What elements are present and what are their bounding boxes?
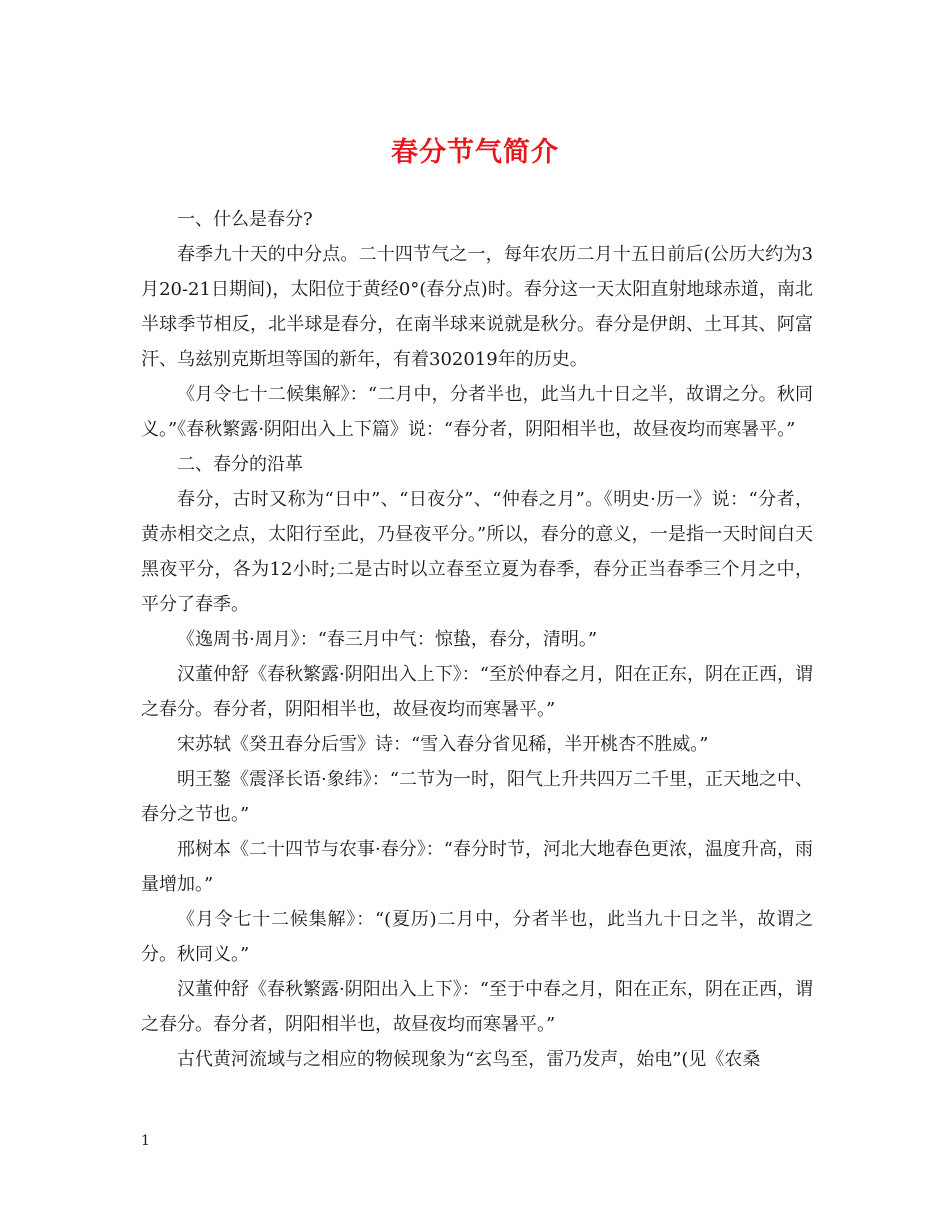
- paragraph-quote-dong-zhongshu-2: 汉董仲舒《春秋繁露·阴阳出入上下》：“至于中春之月，阳在正东，阴在正西，谓之春分。春分者，阴阳相半也，故昼夜均而寒暑平。”: [141, 979, 813, 1035]
- section-heading-what-is-chunfen: 一、什么是春分?: [177, 209, 313, 230]
- paragraph-definition: 春季九十天的中分点。二十四节气之一，每年农历二月十五日前后(公历大约为3月20-21日期间)，太阳位于黄经0°(春分点)时。春分这一天太阳直射地球赤道，南北半球季节相反，北半球是春分，在南半球来说就是秋分。春分是伊朗、土耳其、阿富汗、乌兹别克斯坦等国的新年，有着302019年的历史。: [141, 244, 813, 370]
- document-body: [141, 202, 813, 1077]
- paragraph-quote-yueling-2: 《月令七十二候集解》：“(夏历)二月中，分者半也，此当九十日之半，故谓之分。秋同义。”: [141, 909, 813, 965]
- paragraph-quote-xing-shuben: 邢树本《二十四节与农事·春分》：“春分时节，河北大地春色更浓，温度升高，雨量增加。”: [141, 839, 813, 895]
- document-title: 春分节气简介: [391, 137, 559, 168]
- paragraph-quote-dong-zhongshu: 汉董仲舒《春秋繁露·阴阳出入上下》：“至於仲春之月，阳在正东，阴在正西，谓之春分。春分者，阴阳相半也，故昼夜均而寒暑平。”: [141, 664, 813, 720]
- paragraph-quote-yizhoushu: 《逸周书·周月》：“春三月中气：惊蛰，春分，清明。”: [177, 629, 598, 650]
- paragraph-quote-wang-ao: 明王鏊《震泽长语·象纬》：“二节为一时，阳气上升共四万二千里，正天地之中、春分之节也。”: [141, 769, 813, 825]
- section-heading-history: 二、春分的沿革: [177, 454, 303, 475]
- paragraph-ancient-names: 春分，古时又称为“日中”、“日夜分”、“仲春之月”。《明史·历一》说：“分者，黄赤相交之点，太阳行至此，乃昼夜平分。”所以，春分的意义，一是指一天时间白天黑夜平分，各为12小时;二是古时以立春至立夏为春季，春分正当春季三个月之中，平分了春季。: [141, 489, 813, 615]
- page-number: 1: [141, 1133, 150, 1149]
- paragraph-quote-su-shi: 宋苏轼《癸丑春分后雪》诗：“雪入春分省见稀，半开桃杏不胜威。”: [177, 734, 709, 755]
- paragraph-quote-yueling: 《月令七十二候集解》：“二月中，分者半也，此当九十日之半，故谓之分。秋同义。”《春秋繁露·阴阳出入上下篇》说：“春分者，阴阳相半也，故昼夜均而寒暑平。”: [141, 384, 813, 440]
- paragraph-phenology: 古代黄河流域与之相应的物候现象为“玄鸟至，雷乃发声，始电”(见《农桑: [177, 1049, 761, 1070]
